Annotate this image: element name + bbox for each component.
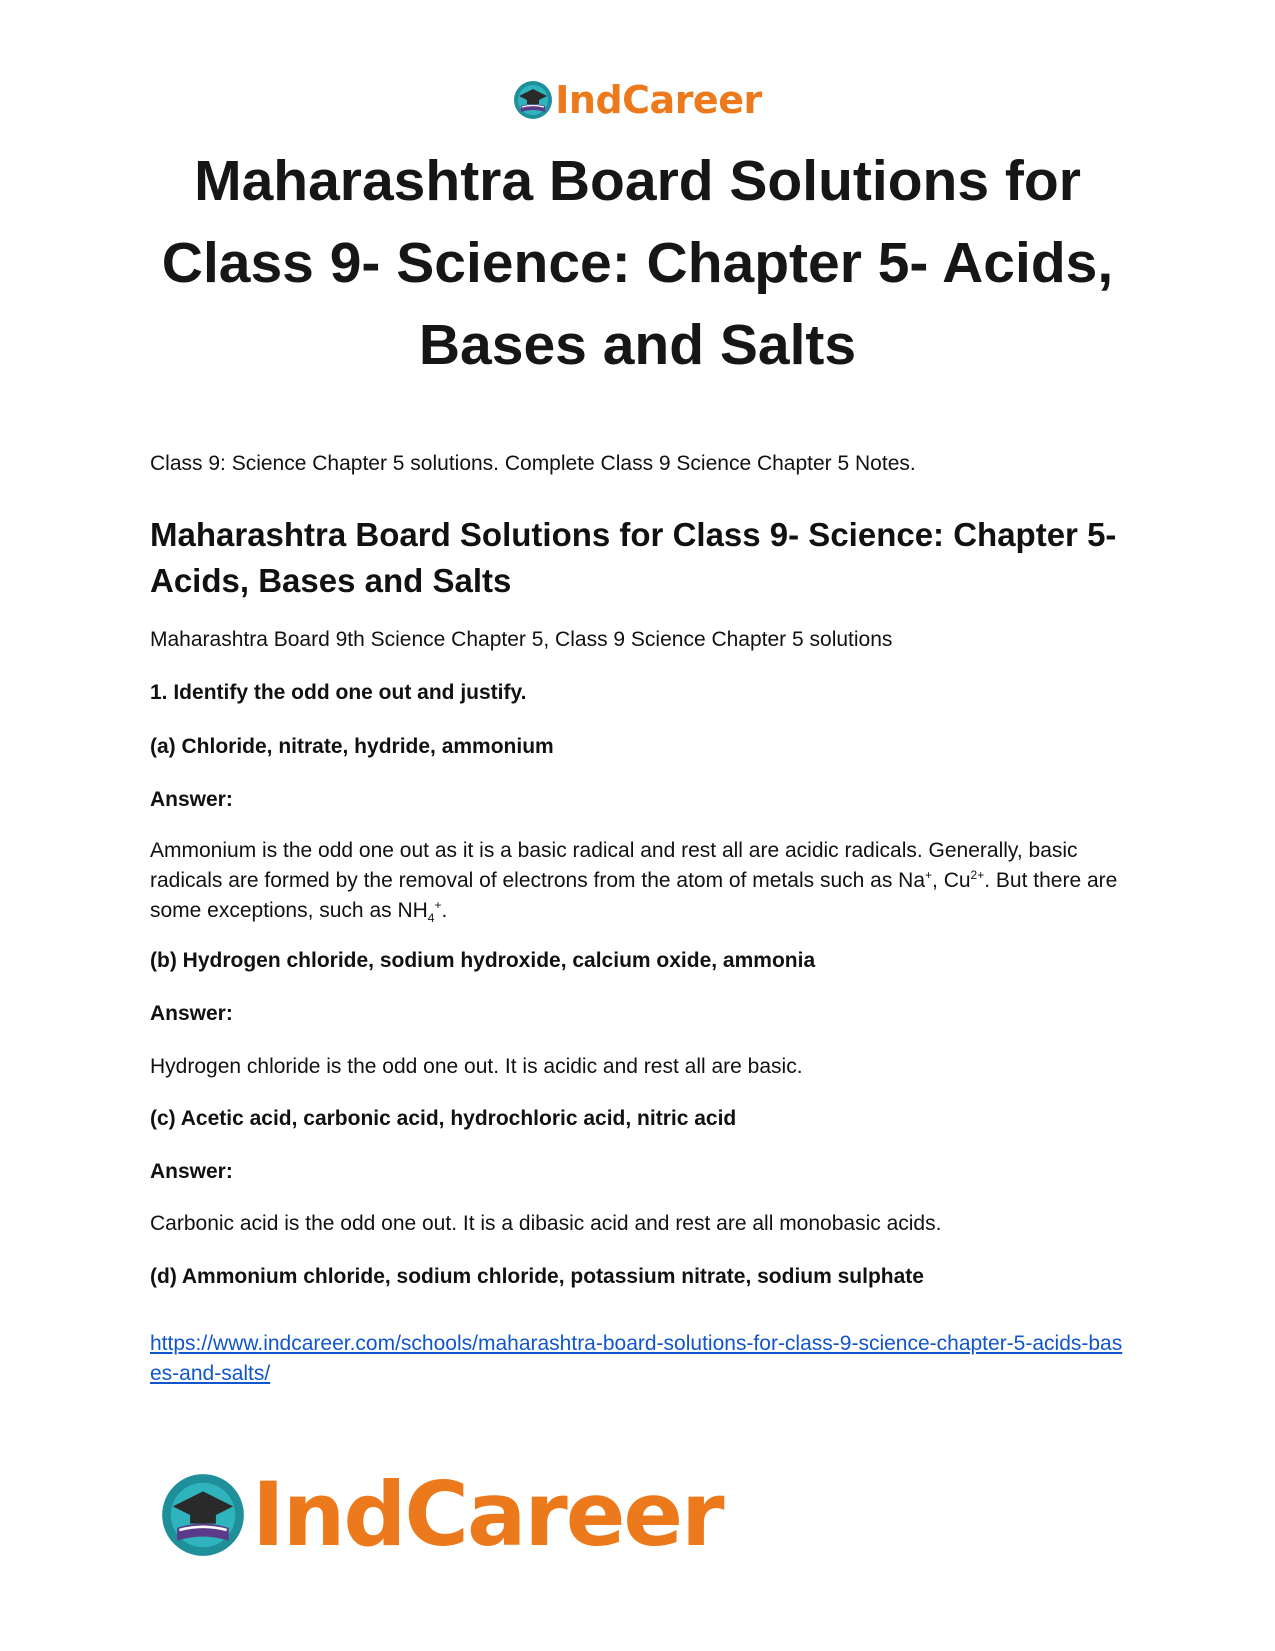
page-title: Maharashtra Board Solutions for Class 9- Science: Chapter 5- Acids, Bases and Salts (161, 149, 1114, 377)
graduation-cap-book-icon (160, 1472, 246, 1558)
answer-b: Hydrogen chloride is the odd one out. It is acidic and rest all are basic. (150, 1055, 803, 1078)
answer-label-a: Answer: (150, 788, 233, 811)
question-a: (a) Chloride, nitrate, hydride, ammonium (150, 735, 554, 758)
header-logo (0, 80, 1275, 120)
question-d: (d) Ammonium chloride, sodium chloride, potassium nitrate, sodium sulphate (150, 1265, 924, 1288)
graduation-cap-book-icon (513, 80, 553, 120)
answer-c: Carbonic acid is the odd one out. It is a dibasic acid and rest are all monobasic acids. (150, 1212, 942, 1235)
answer-a: Ammonium is the odd one out as it is a basic radical and rest all are acidic radicals. Generally, basic radicals are formed by the removal of electrons from the atom of metals such as Na+, $Cu^{2+}$. But there are some exceptions, such as $NH_4^+$. (150, 839, 1118, 926)
brand-name: IndCareer (252, 1463, 723, 1566)
footer-logo (160, 1463, 723, 1566)
question-c: (c) Acetic acid, carbonic acid, hydrochloric acid, nitric acid (150, 1107, 737, 1130)
question-heading: 1. Identify the odd one out and justify. (150, 681, 527, 704)
intro-text: Class 9: Science Chapter 5 solutions. Complete Class 9 Science Chapter 5 Notes. (150, 452, 916, 475)
subtitle-text: Maharashtra Board 9th Science Chapter 5, Class 9 Science Chapter 5 solutions (150, 628, 893, 651)
source-link[interactable]: https://www.indcareer.com/schools/maharashtra-board-solutions-for-class-9-science-chapter-5-acids-bases-and-salts/ (150, 1332, 1123, 1385)
answer-label-b: Answer: (150, 1002, 233, 1025)
answer-label-c: Answer: (150, 1160, 233, 1183)
brand-name: IndCareer (555, 78, 762, 122)
question-b: (b) Hydrogen chloride, sodium hydroxide, calcium oxide, ammonia (150, 949, 816, 972)
section-heading: Maharashtra Board Solutions for Class 9- Science: Chapter 5- Acids, Bases and Salts (150, 516, 1117, 599)
